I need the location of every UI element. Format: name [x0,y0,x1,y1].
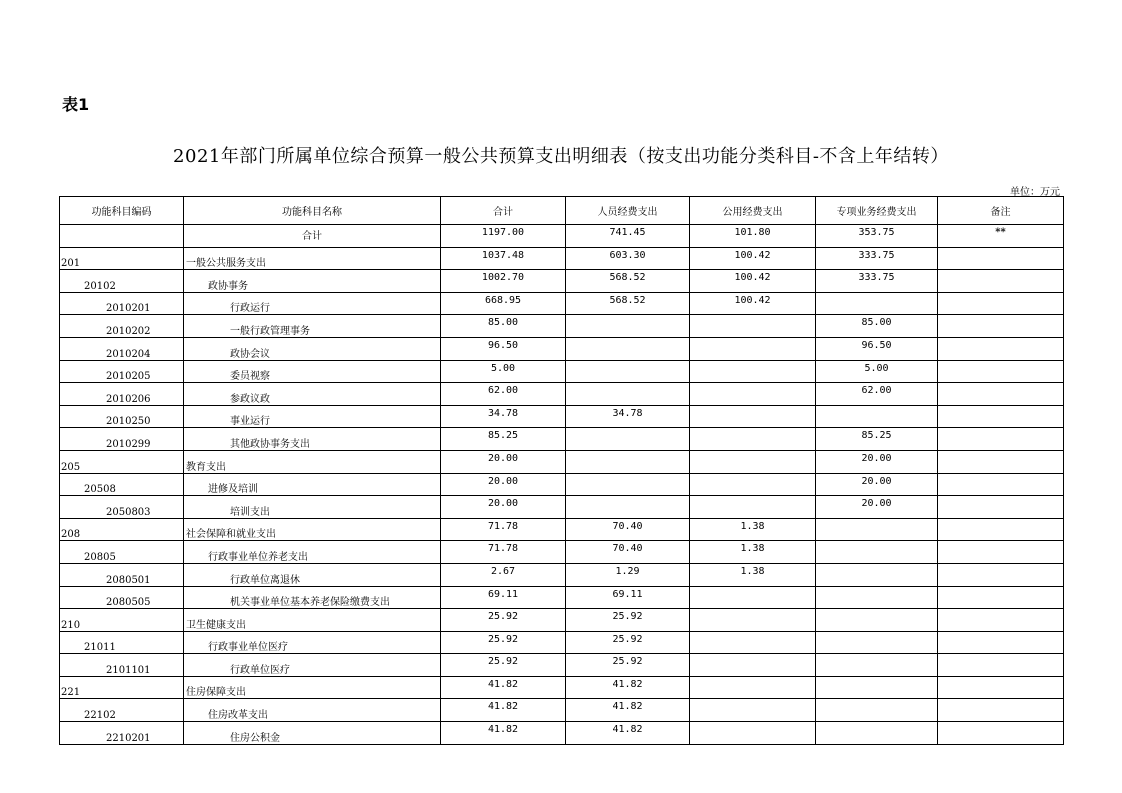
cell-total: 25.92 [441,609,566,632]
cell-total: 41.82 [441,722,566,745]
cell-name: 机关事业单位基本养老保险缴费支出 [184,586,441,609]
cell-special [816,405,938,428]
cell-public [690,586,816,609]
cell-note [938,247,1064,270]
budget-table [59,196,1064,745]
cell-code [60,225,184,248]
cell-name: 行政单位医疗 [184,654,441,677]
cell-code: 2050803 [60,496,184,519]
cell-public: 101.80 [690,225,816,248]
table-row [60,247,1064,270]
header-note: 备注 [938,197,1064,225]
total-row [60,225,1064,248]
cell-total: 2.67 [441,563,566,586]
cell-name: 培训支出 [184,496,441,519]
cell-note [938,699,1064,722]
table-row [60,315,1064,338]
cell-public [690,722,816,745]
cell-name: 其他政协事务支出 [184,428,441,451]
table-row [60,541,1064,564]
cell-total: 69.11 [441,586,566,609]
table-row [60,270,1064,293]
cell-note [938,405,1064,428]
cell-note [938,586,1064,609]
cell-total: 1037.48 [441,247,566,270]
cell-personnel: 25.92 [566,631,690,654]
cell-total: 71.78 [441,541,566,564]
cell-personnel [566,383,690,406]
header-total: 合计 [441,197,566,225]
cell-note [938,270,1064,293]
cell-public [690,450,816,473]
cell-public [690,315,816,338]
cell-special: 85.25 [816,428,938,451]
cell-special: 62.00 [816,383,938,406]
cell-total: 668.95 [441,292,566,315]
cell-code: 2101101 [60,654,184,677]
cell-personnel: 568.52 [566,270,690,293]
cell-total: 1197.00 [441,225,566,248]
cell-personnel: 70.40 [566,541,690,564]
cell-name: 住房公积金 [184,722,441,745]
cell-code: 2010205 [60,360,184,383]
cell-code: 21011 [60,631,184,654]
cell-personnel: 568.52 [566,292,690,315]
cell-public [690,360,816,383]
cell-note [938,450,1064,473]
cell-personnel: 41.82 [566,676,690,699]
cell-note [938,360,1064,383]
cell-code: 208 [60,518,184,541]
cell-note [938,541,1064,564]
cell-note [938,383,1064,406]
table-row [60,586,1064,609]
table-row [60,450,1064,473]
cell-personnel: 41.82 [566,722,690,745]
cell-special: 353.75 [816,225,938,248]
cell-total: 96.50 [441,337,566,360]
cell-total: 20.00 [441,496,566,519]
cell-code: 2010202 [60,315,184,338]
cell-name: 住房保障支出 [184,676,441,699]
cell-personnel [566,315,690,338]
table-row [60,654,1064,677]
header-public: 公用经费支出 [690,197,816,225]
cell-name: 行政事业单位养老支出 [184,541,441,564]
table-row [60,563,1064,586]
cell-public: 1.38 [690,563,816,586]
cell-special: 333.75 [816,270,938,293]
cell-special [816,699,938,722]
cell-name: 政协会议 [184,337,441,360]
cell-name: 教育支出 [184,450,441,473]
cell-name: 政协事务 [184,270,441,293]
cell-note [938,631,1064,654]
cell-public [690,473,816,496]
cell-note [938,722,1064,745]
cell-personnel: 41.82 [566,699,690,722]
cell-public [690,654,816,677]
cell-name: 卫生健康支出 [184,609,441,632]
cell-code: 210 [60,609,184,632]
cell-personnel [566,428,690,451]
table-row [60,631,1064,654]
cell-special: 333.75 [816,247,938,270]
table-row [60,609,1064,632]
cell-total: 5.00 [441,360,566,383]
cell-code: 2080505 [60,586,184,609]
cell-special [816,609,938,632]
cell-total: 34.78 [441,405,566,428]
cell-name: 一般公共服务支出 [184,247,441,270]
cell-public [690,428,816,451]
cell-public: 100.42 [690,292,816,315]
header-special: 专项业务经费支出 [816,197,938,225]
cell-personnel: 1.29 [566,563,690,586]
cell-name: 事业运行 [184,405,441,428]
cell-code: 2080501 [60,563,184,586]
header-code: 功能科目编码 [60,197,184,225]
table-row [60,292,1064,315]
cell-special [816,518,938,541]
cell-code: 2210201 [60,722,184,745]
cell-public [690,383,816,406]
cell-special [816,631,938,654]
cell-public [690,496,816,519]
cell-code: 205 [60,450,184,473]
cell-code: 2010206 [60,383,184,406]
cell-total: 20.00 [441,450,566,473]
cell-name: 一般行政管理事务 [184,315,441,338]
unit-label: 单位：万元 [1010,187,1060,198]
cell-personnel: 25.92 [566,609,690,632]
header-personnel: 人员经费支出 [566,197,690,225]
cell-special: 5.00 [816,360,938,383]
cell-special: 20.00 [816,496,938,519]
cell-name: 行政运行 [184,292,441,315]
table-row [60,360,1064,383]
document-title: 2021年部门所属单位综合预算一般公共预算支出明细表（按支出功能分类科目-不含上年结转） [173,146,949,167]
cell-public [690,699,816,722]
cell-name: 参政议政 [184,383,441,406]
cell-public: 100.42 [690,247,816,270]
cell-name: 进修及培训 [184,473,441,496]
cell-note [938,609,1064,632]
cell-special [816,292,938,315]
cell-public [690,631,816,654]
table-header-row [60,197,1064,225]
cell-note: ** [938,225,1064,248]
cell-total: 20.00 [441,473,566,496]
cell-code: 2010201 [60,292,184,315]
cell-special: 85.00 [816,315,938,338]
cell-note [938,496,1064,519]
table-label: 表1 [62,95,90,114]
cell-name: 委员视察 [184,360,441,383]
cell-personnel [566,450,690,473]
header-name: 功能科目名称 [184,197,441,225]
cell-note [938,315,1064,338]
cell-personnel: 25.92 [566,654,690,677]
cell-special: 96.50 [816,337,938,360]
cell-public: 100.42 [690,270,816,293]
cell-note [938,428,1064,451]
cell-total: 71.78 [441,518,566,541]
cell-name: 行政事业单位医疗 [184,631,441,654]
cell-code: 20805 [60,541,184,564]
cell-code: 2010204 [60,337,184,360]
cell-personnel [566,473,690,496]
table-row [60,405,1064,428]
cell-special [816,654,938,677]
cell-total: 85.00 [441,315,566,338]
table-row [60,496,1064,519]
cell-personnel: 741.45 [566,225,690,248]
cell-total: 85.25 [441,428,566,451]
cell-personnel [566,337,690,360]
cell-total: 25.92 [441,631,566,654]
cell-special [816,586,938,609]
cell-code: 20508 [60,473,184,496]
cell-total: 1002.70 [441,270,566,293]
table-row [60,518,1064,541]
cell-code: 22102 [60,699,184,722]
cell-total: 41.82 [441,676,566,699]
cell-public [690,405,816,428]
cell-public [690,337,816,360]
cell-personnel: 69.11 [566,586,690,609]
cell-public [690,609,816,632]
cell-total: 41.82 [441,699,566,722]
cell-code: 2010299 [60,428,184,451]
cell-personnel [566,360,690,383]
cell-total: 62.00 [441,383,566,406]
cell-personnel: 70.40 [566,518,690,541]
cell-code: 221 [60,676,184,699]
table-row [60,383,1064,406]
table-row [60,473,1064,496]
cell-special [816,676,938,699]
cell-note [938,337,1064,360]
cell-personnel [566,496,690,519]
cell-note [938,518,1064,541]
cell-public: 1.38 [690,541,816,564]
cell-personnel: 34.78 [566,405,690,428]
cell-personnel: 603.30 [566,247,690,270]
cell-name: 行政单位离退休 [184,563,441,586]
cell-special: 20.00 [816,450,938,473]
cell-special: 20.00 [816,473,938,496]
cell-name: 社会保障和就业支出 [184,518,441,541]
cell-note [938,676,1064,699]
cell-code: 2010250 [60,405,184,428]
cell-special [816,722,938,745]
cell-code: 20102 [60,270,184,293]
cell-note [938,654,1064,677]
table-row [60,428,1064,451]
cell-total: 25.92 [441,654,566,677]
cell-name: 合计 [184,225,441,248]
cell-public [690,676,816,699]
table-row [60,699,1064,722]
table-row [60,722,1064,745]
cell-note [938,473,1064,496]
cell-note [938,563,1064,586]
table-row [60,676,1064,699]
cell-special [816,563,938,586]
table-row [60,337,1064,360]
cell-special [816,541,938,564]
cell-code: 201 [60,247,184,270]
cell-note [938,292,1064,315]
cell-public: 1.38 [690,518,816,541]
cell-name: 住房改革支出 [184,699,441,722]
